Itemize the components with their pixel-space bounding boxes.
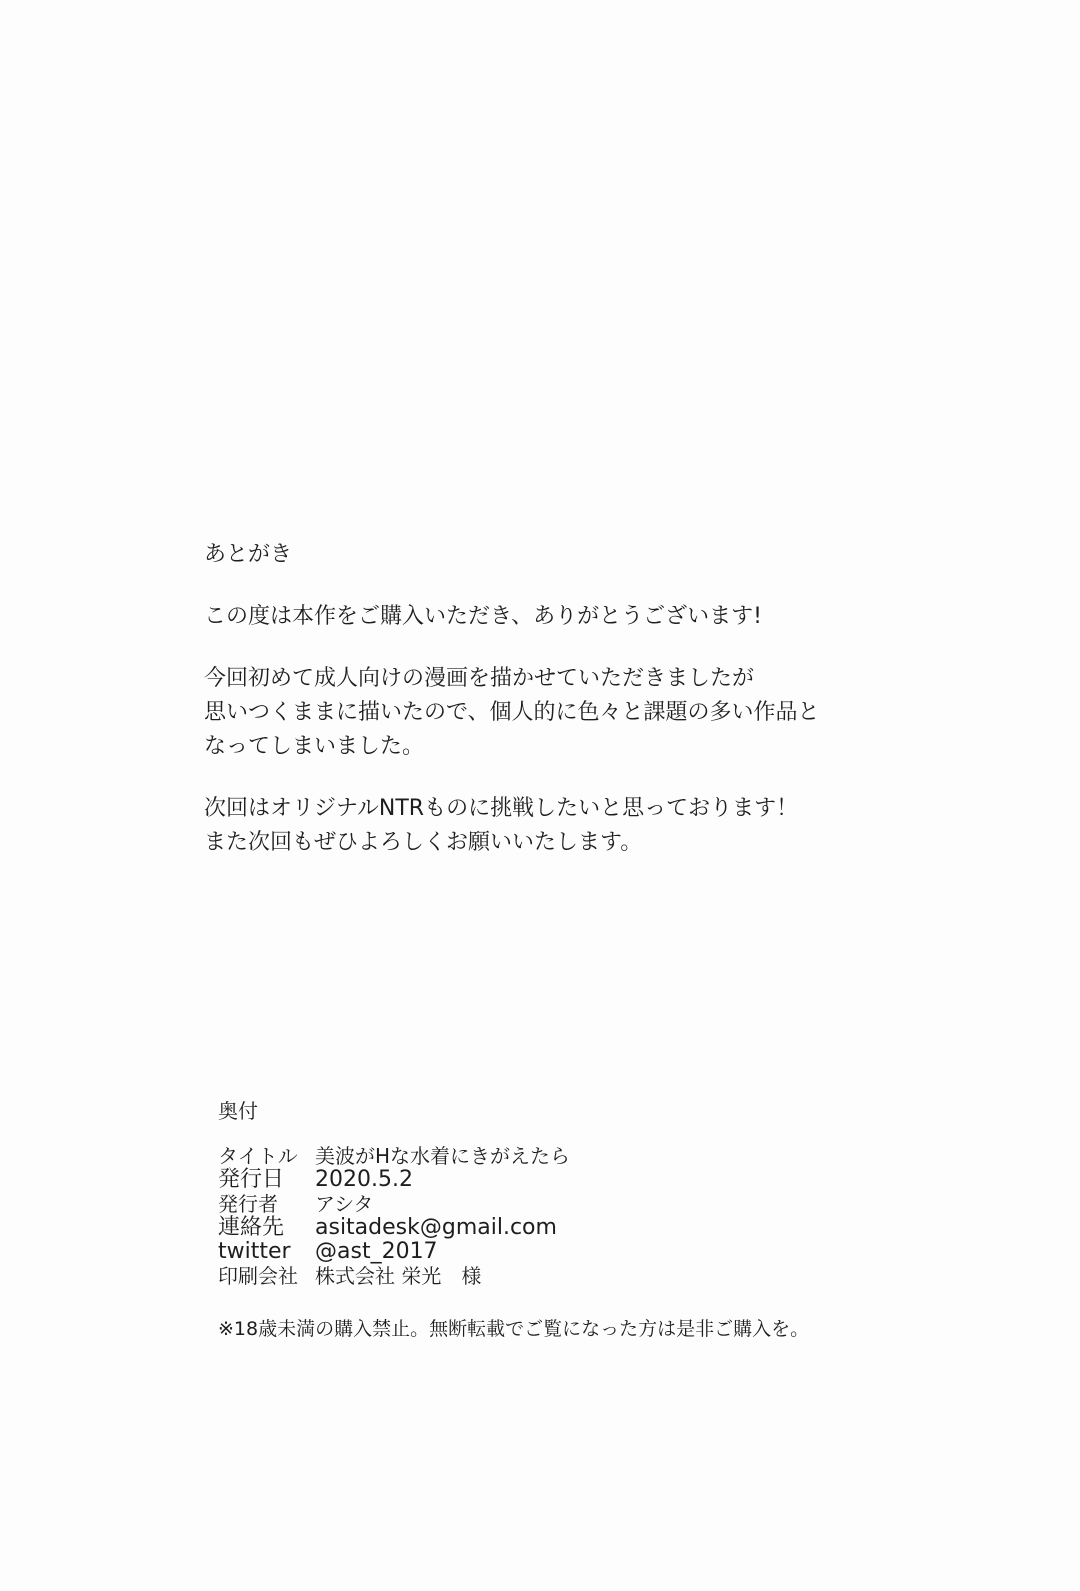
info-key: twitter [218,1239,291,1264]
afterword-closing-line: 次回はオリジナルNTRものに挑戦したいと思っております！ [204,796,799,821]
colophon-info-table [218,1144,570,1288]
afterword-section [204,538,944,860]
afterword-body-line: 思いつくままに描いたので、個人的に色々と課題の多い作品と [204,700,820,725]
info-value: 美波がHな水着にきがえたら [315,1144,571,1168]
info-row-contact [218,1216,570,1240]
afterword-body-line: 今回初めて成人向けの漫画を描かせていただきましたが [204,666,755,691]
afterword-body [204,662,944,764]
info-row-date [218,1168,570,1192]
info-value: asitadesk@gmail.com [315,1215,557,1240]
info-value: アシタ [315,1192,374,1216]
colophon-heading: 奥付 [218,1099,258,1123]
afterword-thanks: この度は本作をご購入いただき、ありがとうございます! [204,604,762,629]
info-row-publisher [218,1192,570,1216]
afterword-closing [204,792,944,860]
info-row-title [218,1144,570,1168]
afterword-closing-line: また次回もぜひよろしくお願いいたします。 [204,830,643,855]
afterword-body-line: なってしまいました。 [204,734,425,759]
age-restriction-notice: ※18歳未満の購入禁止。無断転載でご覧になった方は是非ご購入を。 [218,1318,810,1340]
colophon-section [218,1098,858,1342]
info-key: 連絡先 [218,1215,285,1240]
info-key: タイトル [218,1144,298,1168]
afterword-heading: あとがき [204,542,293,567]
info-value: 2020.5.2 [315,1167,413,1192]
info-key: 印刷会社 [218,1264,298,1288]
info-row-printer [218,1264,570,1288]
info-row-twitter [218,1240,570,1264]
info-key: 発行者 [218,1192,278,1216]
info-value: 株式会社 栄光 様 [315,1264,482,1288]
info-key: 発行日 [218,1167,285,1192]
info-value: @ast_2017 [315,1239,438,1264]
